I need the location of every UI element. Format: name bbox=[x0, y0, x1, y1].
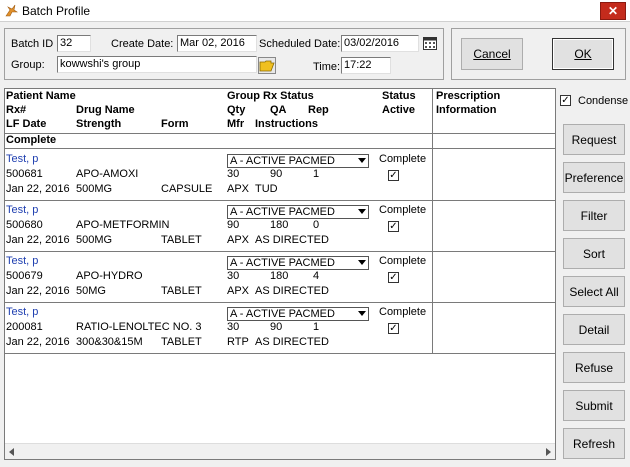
col-qty: Qty bbox=[227, 104, 246, 116]
table-row[interactable] bbox=[5, 201, 555, 252]
rows-column-divider bbox=[432, 134, 433, 353]
group-field[interactable]: kowwshi's group bbox=[57, 56, 257, 73]
time-field[interactable]: 17:22 bbox=[341, 57, 391, 74]
refuse-label: Refuse bbox=[574, 360, 614, 375]
cell-status: Complete bbox=[379, 255, 427, 267]
cell-drug: RATIO-LENOLTEC NO. 3 bbox=[76, 321, 202, 333]
preference-label: Preference bbox=[564, 170, 624, 185]
table-row[interactable] bbox=[5, 252, 555, 303]
batch-header-panel bbox=[4, 28, 444, 80]
window-title: Batch Profile bbox=[22, 4, 91, 18]
chevron-down-icon bbox=[358, 260, 366, 265]
col-instructions: Instructions bbox=[255, 118, 318, 130]
submit-label: Submit bbox=[575, 398, 613, 413]
cell-rep: 0 bbox=[313, 219, 320, 231]
scroll-right-icon[interactable] bbox=[546, 448, 551, 456]
submit-button[interactable] bbox=[563, 390, 625, 421]
ok-button[interactable] bbox=[552, 38, 614, 70]
cell-rx: 200081 bbox=[6, 321, 43, 333]
cancel-button[interactable] bbox=[461, 38, 523, 70]
select-all-label: Select All bbox=[569, 284, 619, 299]
active-checkbox[interactable]: ✓ bbox=[389, 221, 398, 232]
cell-form: TABLET bbox=[161, 336, 202, 348]
scheduled-date-label: Scheduled Date: bbox=[259, 38, 341, 50]
cell-rep: 4 bbox=[313, 270, 320, 282]
col-lf-date: LF Date bbox=[6, 118, 47, 130]
cell-qty: 90 bbox=[227, 219, 240, 231]
cell-instructions: AS DIRECTED bbox=[255, 234, 329, 246]
group-status-value: A - ACTIVE PACMED bbox=[230, 206, 335, 218]
sort-label: Sort bbox=[582, 246, 605, 261]
ok-label: OK bbox=[574, 47, 592, 61]
cell-qa: 90 bbox=[270, 321, 283, 333]
create-date-field[interactable]: Mar 02, 2016 bbox=[177, 35, 257, 52]
cell-drug: APO-HYDRO bbox=[76, 270, 143, 282]
col-strength: Strength bbox=[76, 118, 122, 130]
cell-instructions: TUD bbox=[255, 183, 278, 195]
condense-label: Condense bbox=[578, 95, 629, 107]
chevron-down-icon bbox=[358, 209, 366, 214]
cancel-label: Cancel bbox=[473, 47, 511, 61]
col-qa: QA bbox=[270, 104, 287, 116]
group-status-dropdown[interactable] bbox=[227, 205, 369, 219]
cell-mfr: APX bbox=[227, 285, 250, 297]
cell-strength: 300&30&15M bbox=[76, 336, 143, 348]
col-status: Status bbox=[382, 90, 416, 102]
cell-mfr: RTP bbox=[227, 336, 249, 348]
create-date-label: Create Date: bbox=[111, 38, 174, 50]
col-drug-name: Drug Name bbox=[76, 104, 135, 116]
cell-lf-date: Jan 22, 2016 bbox=[6, 234, 70, 246]
cell-patient: Test, p bbox=[6, 306, 39, 318]
chevron-down-icon bbox=[358, 311, 366, 316]
cell-patient: Test, p bbox=[6, 153, 39, 165]
filter-label: Filter bbox=[580, 208, 608, 223]
table-row[interactable] bbox=[5, 150, 555, 201]
active-checkbox[interactable]: ✓ bbox=[389, 272, 398, 283]
cell-patient: Test, p bbox=[6, 204, 39, 216]
active-checkbox[interactable]: ✓ bbox=[389, 170, 398, 181]
scroll-left-icon[interactable] bbox=[9, 448, 14, 456]
cell-lf-date: Jan 22, 2016 bbox=[6, 285, 70, 297]
detail-label: Detail bbox=[578, 322, 610, 337]
group-status-value: A - ACTIVE PACMED bbox=[230, 257, 335, 269]
calendar-icon[interactable] bbox=[423, 36, 437, 50]
col-active: Active bbox=[382, 104, 416, 116]
cell-rx: 500681 bbox=[6, 168, 43, 180]
folder-icon bbox=[259, 58, 275, 73]
folder-button[interactable] bbox=[258, 57, 276, 74]
cell-qa: 180 bbox=[270, 219, 289, 231]
close-button[interactable]: ✕ bbox=[600, 2, 626, 20]
col-prescription: Prescription bbox=[436, 90, 501, 102]
col-information: Information bbox=[436, 104, 497, 116]
cell-qa: 90 bbox=[270, 168, 283, 180]
col-form: Form bbox=[161, 118, 189, 130]
col-rx: Rx# bbox=[6, 104, 27, 116]
cell-mfr: APX bbox=[227, 183, 250, 195]
group-status-dropdown[interactable] bbox=[227, 154, 369, 168]
cell-drug: APO-AMOXI bbox=[76, 168, 139, 180]
app-icon bbox=[4, 4, 18, 18]
refuse-button[interactable] bbox=[563, 352, 625, 383]
col-group-rx-status: Group Rx Status bbox=[227, 90, 314, 102]
cell-strength: 500MG bbox=[76, 183, 113, 195]
condense-check[interactable]: ✓ bbox=[561, 95, 570, 106]
cell-qty: 30 bbox=[227, 270, 240, 282]
refresh-button[interactable] bbox=[563, 428, 625, 459]
select-all-button[interactable] bbox=[563, 276, 625, 307]
cell-mfr: APX bbox=[227, 234, 250, 246]
group-status-dropdown[interactable] bbox=[227, 256, 369, 270]
cell-rep: 1 bbox=[313, 321, 320, 333]
cell-instructions: AS DIRECTED bbox=[255, 336, 329, 348]
cell-strength: 500MG bbox=[76, 234, 113, 246]
cell-form: TABLET bbox=[161, 234, 202, 246]
col-patient-name: Patient Name bbox=[6, 90, 76, 102]
cell-form: TABLET bbox=[161, 285, 202, 297]
active-checkbox[interactable]: ✓ bbox=[389, 323, 398, 334]
cell-status: Complete bbox=[379, 306, 427, 318]
batch-id-label: Batch ID bbox=[11, 38, 54, 50]
chevron-down-icon bbox=[358, 158, 366, 163]
cell-instructions: AS DIRECTED bbox=[255, 285, 329, 297]
cell-status: Complete bbox=[379, 204, 427, 216]
cell-rep: 1 bbox=[313, 168, 320, 180]
cell-rx: 500679 bbox=[6, 270, 43, 282]
cell-strength: 50MG bbox=[76, 285, 106, 297]
time-label: Time: bbox=[313, 61, 341, 73]
group-status-dropdown[interactable] bbox=[227, 307, 369, 321]
cell-lf-date: Jan 22, 2016 bbox=[6, 336, 70, 348]
cell-patient: Test, p bbox=[6, 255, 39, 267]
cell-qty: 30 bbox=[227, 168, 240, 180]
refresh-label: Refresh bbox=[572, 436, 616, 451]
cell-drug: APO-METFORMIN bbox=[76, 219, 170, 231]
column-header bbox=[5, 89, 555, 134]
cell-lf-date: Jan 22, 2016 bbox=[6, 183, 70, 195]
cell-qa: 180 bbox=[270, 270, 289, 282]
column-divider bbox=[432, 89, 433, 134]
filter-button[interactable] bbox=[563, 200, 625, 231]
table-row[interactable] bbox=[5, 303, 555, 354]
scheduled-date-field[interactable]: 03/02/2016 bbox=[341, 35, 419, 52]
cell-form: CAPSULE bbox=[161, 183, 213, 195]
sort-button[interactable] bbox=[563, 238, 625, 269]
detail-button[interactable] bbox=[563, 314, 625, 345]
col-rep: Rep bbox=[308, 104, 329, 116]
group-label: Group: bbox=[11, 59, 45, 71]
section-complete: Complete bbox=[5, 134, 555, 149]
title-bar bbox=[0, 0, 630, 22]
batch-id-field[interactable]: 32 bbox=[57, 35, 91, 52]
group-status-value: A - ACTIVE PACMED bbox=[230, 308, 335, 320]
preference-button[interactable] bbox=[563, 162, 625, 193]
group-status-value: A - ACTIVE PACMED bbox=[230, 155, 335, 167]
request-button[interactable] bbox=[563, 124, 625, 155]
request-label: Request bbox=[571, 132, 617, 147]
cell-rx: 500680 bbox=[6, 219, 43, 231]
horizontal-scrollbar[interactable] bbox=[5, 443, 555, 459]
cell-qty: 30 bbox=[227, 321, 240, 333]
prescription-grid bbox=[4, 88, 556, 460]
col-mfr: Mfr bbox=[227, 118, 245, 130]
cell-status: Complete bbox=[379, 153, 427, 165]
